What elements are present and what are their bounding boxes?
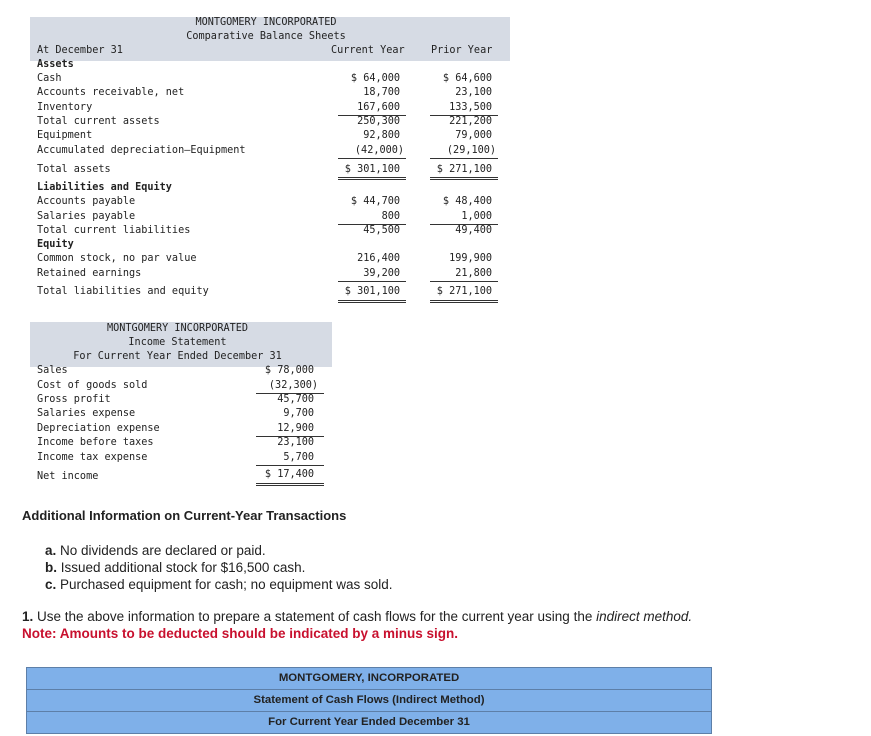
bs-row-prior: $ 271,100: [436, 164, 492, 175]
bs-row-label: Inventory: [37, 102, 93, 113]
item-letter: a.: [45, 543, 57, 558]
is-row-label: Cost of goods sold: [37, 380, 148, 391]
balance-sheet-title: Comparative Balance Sheets: [186, 31, 346, 42]
bs-row-prior: 21,800: [455, 268, 492, 279]
bs-row-current: 92,800: [363, 130, 400, 141]
bs-row-prior: 1,000: [461, 211, 492, 222]
col-current-year: Current Year: [331, 45, 405, 56]
bs-row-label: Total assets: [37, 164, 111, 175]
cash-flow-company: MONTGOMERY, INCORPORATED: [26, 667, 712, 690]
underline: [338, 281, 406, 282]
income-statement-title: Income Statement: [128, 337, 227, 348]
income-statement: [30, 322, 332, 490]
bs-row-label: Accounts payable: [37, 196, 136, 207]
question-note: Note: Amounts to be deducted should be indicated by a minus sign.: [22, 626, 459, 641]
additional-info-heading: Additional Information on Current-Year Transactions: [22, 508, 347, 523]
additional-item: [45, 577, 392, 592]
bs-row-prior: 199,900: [449, 253, 492, 264]
item-letter: b.: [45, 560, 57, 575]
double-underline: [430, 300, 498, 303]
item-text: Issued additional stock for $16,500 cash.: [60, 560, 306, 575]
bs-row-label: Accounts receivable, net: [37, 87, 185, 98]
bs-row-current: 167,600: [357, 102, 400, 113]
cash-flow-period: For Current Year Ended December 31: [26, 711, 712, 734]
bs-row-current: $ 44,700: [350, 196, 400, 207]
bs-row-current: 800: [381, 211, 400, 222]
bs-row-prior: $ 64,600: [442, 73, 492, 84]
is-row-label: Gross profit: [37, 394, 111, 405]
bs-row-current: 18,700: [363, 87, 400, 98]
double-underline: [338, 177, 406, 180]
is-row-value: 45,700: [277, 394, 314, 405]
bs-row-current: $ 301,100: [344, 286, 400, 297]
bs-row-prior: $ 271,100: [436, 286, 492, 297]
bs-row-current: (42,000): [354, 145, 404, 156]
bs-row-prior: $ 48,400: [442, 196, 492, 207]
bs-row-current: 39,200: [363, 268, 400, 279]
bs-row-current: 250,300: [357, 116, 400, 127]
is-row-label: Net income: [37, 471, 99, 482]
balance-sheet: [30, 17, 510, 307]
bs-row-prior: 23,100: [455, 87, 492, 98]
double-underline: [256, 483, 324, 486]
bs-row-label: Salaries payable: [37, 211, 136, 222]
cash-flow-title: Statement of Cash Flows (Indirect Method): [26, 689, 712, 712]
underline: [430, 281, 498, 282]
underline: [256, 465, 324, 466]
liabilities-heading: Liabilities and Equity: [37, 182, 172, 193]
bs-row-current: $ 301,100: [344, 164, 400, 175]
is-row-value: 12,900: [277, 423, 314, 434]
underline: [430, 158, 498, 159]
double-underline: [338, 300, 406, 303]
bs-row-current: 45,500: [363, 225, 400, 236]
bs-row-label: Accumulated depreciation—Equipment: [37, 145, 246, 156]
is-row-label: Salaries expense: [37, 408, 136, 419]
question-number: 1.: [22, 609, 34, 624]
bs-row-label: Cash: [37, 73, 62, 84]
additional-item: [45, 560, 305, 575]
bs-row-label: Total current liabilities: [37, 225, 191, 236]
balance-sheet-company: MONTGOMERY INCORPORATED: [195, 17, 337, 28]
equity-heading: Equity: [37, 239, 74, 250]
assets-heading: Assets: [37, 59, 74, 70]
double-underline: [430, 177, 498, 180]
bs-row-prior: 79,000: [455, 130, 492, 141]
is-row-value: 5,700: [283, 452, 314, 463]
bs-row-prior: 49,400: [455, 225, 492, 236]
question-line: [22, 609, 692, 624]
is-row-value: 9,700: [283, 408, 314, 419]
income-statement-company: MONTGOMERY INCORPORATED: [106, 323, 249, 334]
is-row-label: Income before taxes: [37, 437, 154, 448]
balance-sheet-date-label: At December 31: [37, 45, 123, 56]
bs-row-current: 216,400: [357, 253, 400, 264]
is-row-value: $ 78,000: [264, 365, 314, 376]
bs-row-label: Equipment: [37, 130, 93, 141]
question-text: Use the above information to prepare a statement of cash flows for the current year using the: [37, 609, 593, 624]
is-row-label: Sales: [37, 365, 68, 376]
is-row-label: Depreciation expense: [37, 423, 160, 434]
bs-row-label: Retained earnings: [37, 268, 142, 279]
cash-flow-statement-header: [26, 667, 712, 734]
underline: [338, 158, 406, 159]
is-row-value: 23,100: [277, 437, 314, 448]
bs-row-label: Total liabilities and equity: [37, 286, 209, 297]
bs-row-label: Common stock, no par value: [37, 253, 197, 264]
item-text: No dividends are declared or paid.: [60, 543, 266, 558]
bs-row-prior: 133,500: [449, 102, 492, 113]
bs-row-current: $ 64,000: [350, 73, 400, 84]
bs-row-label: Total current assets: [37, 116, 160, 127]
is-row-value: $ 17,400: [264, 469, 314, 480]
item-text: Purchased equipment for cash; no equipment was sold.: [60, 577, 393, 592]
is-row-label: Income tax expense: [37, 452, 148, 463]
is-row-value: (32,300): [268, 380, 318, 391]
income-statement-period: For Current Year Ended December 31: [73, 351, 282, 362]
item-letter: c.: [45, 577, 57, 592]
bs-row-prior: 221,200: [449, 116, 492, 127]
question-method: indirect method.: [596, 609, 693, 624]
additional-item: [45, 543, 266, 558]
bs-row-prior: (29,100): [446, 145, 496, 156]
col-prior-year: Prior Year: [431, 45, 493, 56]
